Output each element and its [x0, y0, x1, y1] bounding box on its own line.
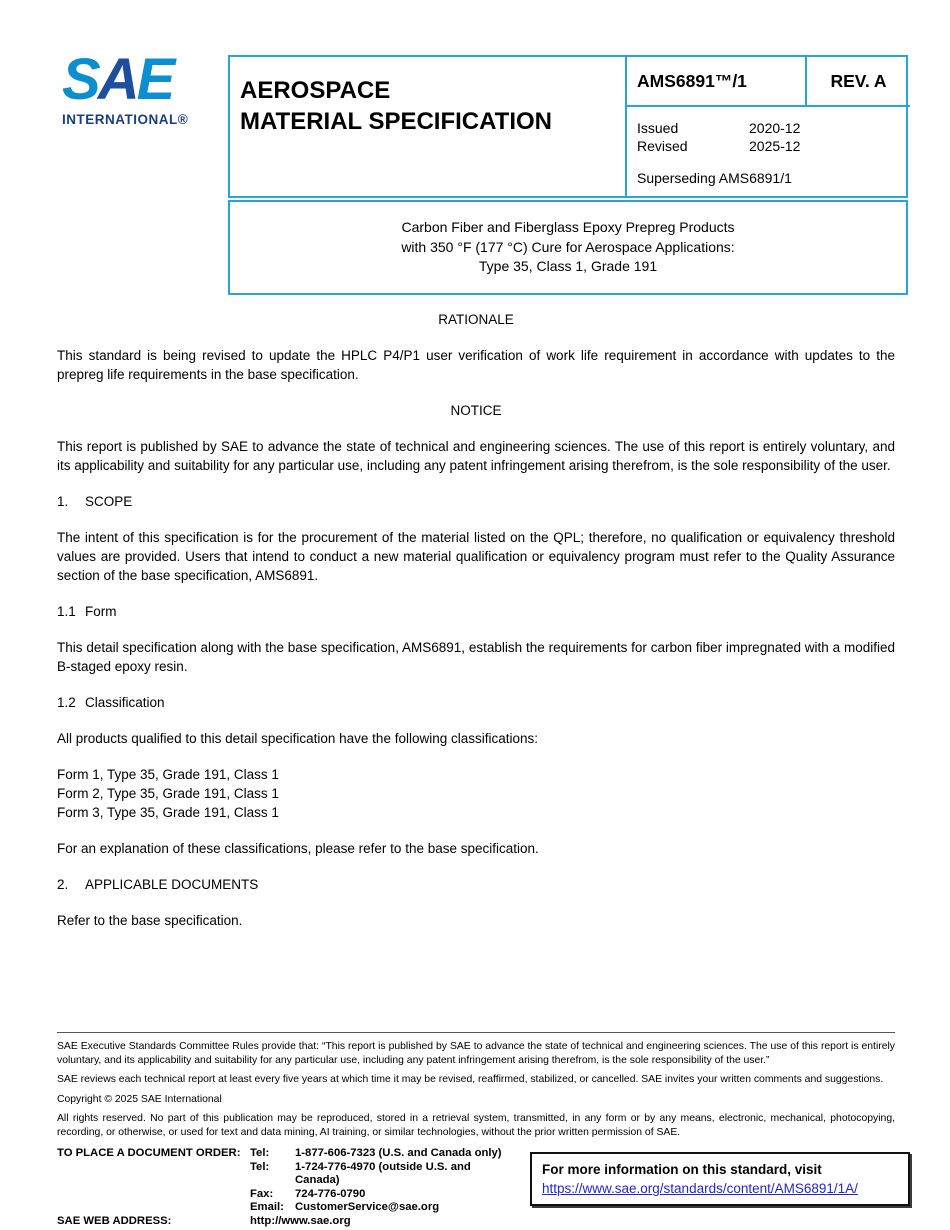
classification-section-number: 1.2 [57, 695, 76, 710]
sae-logo-international-text: INTERNATIONAL® [62, 112, 189, 127]
classification-item: Form 1, Type 35, Grade 191, Class 1 [57, 767, 279, 782]
order-row [57, 1161, 517, 1188]
superseding-note: Superseding AMS6891/1 [637, 170, 792, 186]
scope-section-heading [57, 492, 895, 511]
revised-label: Revised [637, 138, 688, 154]
rights-paragraph: All rights reserved. No part of this publication may be reproduced, stored in a retrieval system, transmitted, in any form or by any means, electronic, mechanical, photocopying, recording, or otherwise, or used for text and data mining, AI training, or similar technologies, without the prior written permission of SAE. [57, 1113, 895, 1139]
contact-value: CustomerService@sae.org [295, 1201, 440, 1214]
review-policy-paragraph: SAE reviews each technical report at least every five years at which time it may be revised, reaffirmed, stabilized, or cancelled. SAE invites your written comments and suggestions. [57, 1074, 884, 1086]
sae-logo-letter-s: S [62, 47, 98, 112]
notice-paragraph: This report is published by SAE to advance the state of technical and engineering sciences. The use of this report is entirely voluntary, and its applicability and suitability for any particular use, including any patent infringement arising therefrom, is the sole responsibility of the user. [57, 439, 895, 473]
scope-section-title: SCOPE [85, 494, 133, 509]
web-address-row [57, 1215, 517, 1229]
contact-key: Fax: [250, 1187, 274, 1200]
classification-outro: For an explanation of these classifications, please refer to the base specification. [57, 841, 539, 856]
more-info-text: For more information on this standard, visit [542, 1162, 822, 1177]
issued-label: Issued [637, 120, 679, 136]
order-row [57, 1188, 517, 1202]
order-row [57, 1201, 517, 1215]
classification-section-title: Classification [85, 695, 165, 710]
contact-key: Tel: [250, 1160, 270, 1173]
document-number: AMS6891™/1 [637, 70, 747, 91]
document-type-cell [230, 57, 627, 196]
rationale-paragraph: This standard is being revised to update the HPLC P4/P1 user verification of work life requirement in accordance with updates to the prepreg life requirements in the base specification. [57, 348, 895, 382]
footer-fine-print [57, 1032, 895, 1145]
document-body [57, 310, 895, 947]
contact-key: Email: [250, 1201, 284, 1214]
classification-intro: All products qualified to this detail specification have the following classifications: [57, 731, 539, 746]
order-label-spacer [57, 1188, 250, 1202]
esc-rules-paragraph: SAE Executive Standards Committee Rules provide that: “This report is published by SAE to advance the state of technical and engineering sciences. The use of this report is entirely voluntary, and its applicability and suitability for any particular use, including any patent infringement arising therefrom, is the sole responsibility of the user.” [57, 1041, 895, 1066]
form-section-number: 1.1 [57, 604, 76, 619]
specification-title-box [228, 200, 908, 295]
standard-info-link[interactable]: https://www.sae.org/standards/content/AMS6891/1A/ [542, 1181, 858, 1196]
order-label: TO PLACE A DOCUMENT ORDER: [57, 1147, 241, 1159]
contact-value: 724-776-0790 [295, 1187, 366, 1200]
issued-date: 2020-12 [749, 120, 801, 136]
document-type-line1: AEROSPACE [240, 77, 391, 104]
classification-item: Form 3, Type 35, Grade 191, Class 1 [57, 805, 279, 820]
order-label-spacer [57, 1161, 250, 1188]
revision-cell [807, 57, 910, 107]
sae-logo [62, 47, 212, 127]
contact-value: 1-877-606-7323 (U.S. and Canada only) [295, 1147, 502, 1159]
more-info-box [530, 1152, 910, 1206]
scope-paragraph: The intent of this specification is for the procurement of the material listed on the QPL; therefore, no qualification or equivalency threshold values are provided. Users that intend to conduct a new material qualification or equivalency program must refer to the Quality Assurance section of the base specification, AMS6891. [57, 530, 895, 583]
dates-cell [627, 107, 910, 196]
classification-list [57, 765, 895, 822]
rationale-heading: RATIONALE [438, 312, 514, 327]
title-line2: with 350 °F (177 °C) Cure for Aerospace Applications: [401, 238, 735, 255]
title-line3: Type 35, Class 1, Grade 191 [478, 258, 658, 274]
classification-section-heading [57, 693, 895, 712]
web-address-value: http://www.sae.org [250, 1214, 351, 1227]
applicable-documents-heading [57, 875, 895, 894]
sae-logo-letter-e: E [136, 47, 173, 112]
footer-divider [57, 1032, 895, 1033]
document-number-cell [627, 57, 807, 107]
revision-label: REV. A [830, 70, 887, 91]
contact-key: Tel: [250, 1147, 270, 1159]
web-address-label: SAE WEB ADDRESS: [57, 1214, 172, 1227]
applicable-documents-paragraph: Refer to the base specification. [57, 913, 243, 928]
header-table [228, 55, 908, 198]
applicable-documents-number: 2. [57, 877, 69, 892]
classification-item: Form 2, Type 35, Grade 191, Class 1 [57, 786, 279, 801]
document-order-block [57, 1147, 517, 1229]
order-label-spacer [57, 1201, 250, 1215]
revised-row [637, 137, 910, 155]
notice-heading: NOTICE [450, 403, 502, 418]
copyright-line: Copyright © 2025 SAE International [57, 1093, 222, 1105]
scope-section-number: 1. [57, 494, 69, 509]
title-line1: Carbon Fiber and Fiberglass Epoxy Prepreg Products [401, 219, 735, 235]
contact-value: 1-724-776-4970 (outside U.S. and Canada) [295, 1160, 471, 1187]
sae-logo-letter-a: A [97, 47, 137, 112]
form-paragraph: This detail specification along with the base specification, AMS6891, establish the requirements for carbon fiber impregnated with a modified B-staged epoxy resin. [57, 640, 895, 674]
document-type-line2: MATERIAL SPECIFICATION [240, 108, 552, 135]
form-section-heading [57, 602, 895, 621]
form-section-title: Form [85, 604, 117, 619]
revised-date: 2025-12 [749, 138, 801, 154]
issued-row [637, 119, 910, 137]
sae-logo-letters [62, 47, 212, 112]
applicable-documents-title: APPLICABLE DOCUMENTS [85, 877, 259, 892]
order-row [57, 1147, 517, 1161]
